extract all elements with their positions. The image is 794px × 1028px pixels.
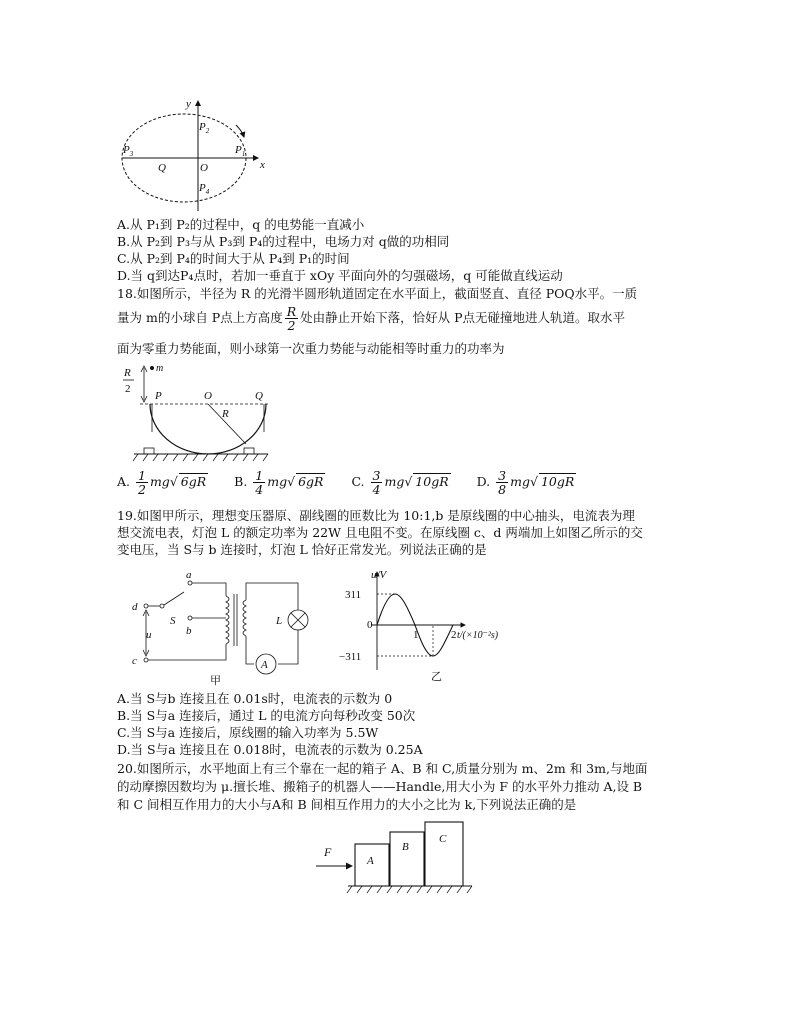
label-y: y [186, 98, 191, 110]
label-ymin: −311 [339, 651, 362, 663]
label-a: a [186, 569, 192, 581]
q18-choice-d: D. $\frac{3}{8}$ mg√ 10gR [476, 468, 575, 497]
label-m: m [156, 363, 164, 374]
q19-option-c: C.当 S与a 连接后，原线圈的输入功率为 5.5W [117, 725, 379, 740]
caption-yi: 乙 [431, 671, 442, 683]
q20-line3: 和 C 间相互作用力的大小与A和 B 间相互作用力的大小之比为 k,下列说法正确的是 [117, 797, 577, 812]
label-t1: 1 [413, 629, 419, 641]
semicircle-track [150, 404, 266, 454]
q18-choice-a: A. $\frac{1}{2}$ mg√ 6gR [117, 468, 207, 497]
fig19b-voltage-graph [337, 566, 507, 686]
q19-line1: 19.如图甲所示，理想变压器原、副线圈的匝数比为 10:1,b 是原线圈的中心抽头，电流表为理 [117, 508, 635, 523]
label-box-b: B [402, 841, 409, 853]
label-ymax: 311 [345, 589, 362, 601]
label-xlabel: t/(×10⁻²s) [457, 630, 499, 641]
label-s: S [170, 615, 176, 627]
label-b: b [186, 625, 192, 637]
label-box-a: A [367, 855, 374, 867]
q17-option-c: C.从 P₂到 P₄的时间大于从 P₄到 P₁的时间 [117, 251, 350, 266]
box-c [425, 822, 463, 886]
q17-option-b: B.从 P₂到 P₃与从 P₃到 P₄的过程中，电场力对 q做的功相同 [117, 234, 450, 249]
fraction-denominator: 2 [287, 318, 296, 333]
label-c: c [132, 655, 137, 667]
q19-option-d: D.当 S与a 连接且在 0.018时，电流表的示数为 0.25A [117, 742, 423, 757]
label-p3: $P_3$ [123, 144, 134, 158]
switch-s [164, 592, 184, 605]
label-l: L [276, 615, 283, 627]
secondary-coil [243, 600, 246, 636]
q18-line2-a: 量为 m的小球自 P点上方高度 [117, 310, 283, 325]
fig18-track-diagram [118, 362, 278, 464]
label-q: Q [158, 162, 166, 174]
fig17-ellipse-diagram [118, 95, 278, 215]
label-p4: $P_4$ [199, 182, 210, 196]
q18-line1: 18.如图所示，半径为 R 的光滑半圆形轨道固定在水平面上，截面竖直、直径 POQ水平。一质 [117, 286, 638, 301]
label-u: u [146, 629, 152, 641]
q18-choices [117, 469, 598, 496]
label-p1: $P_1$ [235, 144, 246, 158]
direction-arrow [236, 125, 244, 137]
label-origin: 0 [367, 619, 373, 631]
q20-line1: 20.如图所示，水平地面上有三个靠在一起的箱子 A、B 和 C,质量分别为 m、2m 和 3m,与地面 [117, 761, 648, 776]
label-f: F [324, 845, 332, 859]
label-r: R [222, 408, 229, 420]
label-box-c: C [439, 833, 447, 845]
label-d: d [132, 601, 138, 613]
label-q: Q [255, 390, 263, 402]
caption-jia: 甲 [210, 675, 221, 686]
q19-line2: 想交流电表，灯泡 L 的额定功率为 22W 且电阻不变。在原线圈 c、d 两端加上如图乙所示的交 [117, 525, 643, 540]
label-o: O [204, 390, 212, 402]
q17-option-d: D.当 q到达P₄点时，若加一垂直于 xOy 平面向外的匀强磁场，q 可能做直线运动 [117, 268, 563, 283]
q19-option-a: A.当 S与b 连接且在 0.01s时，电流表的示数为 0 [117, 691, 393, 706]
fig19a-circuit-diagram [126, 566, 316, 686]
q19-line3: 变电压，当 S与 b 连接时，灯泡 L 恰好正常发光。列说法正确的是 [117, 542, 487, 557]
q18-choice-c: C. $\frac{3}{4}$ mg√ 10gR [351, 468, 449, 497]
label-o: O [200, 162, 208, 174]
fig20-boxes-diagram [312, 818, 502, 900]
fraction-numerator: R [286, 304, 297, 319]
label-ammeter: A [261, 659, 268, 671]
label-t2: 2 [451, 629, 457, 641]
q17-option-a: A.从 P₁到 P₂的过程中，q 的电势能一直减小 [117, 217, 365, 232]
q18-line3: 面为零重力势能面，则小球第一次重力势能与动能相等时重力的功率为 [117, 341, 505, 356]
q20-line2: 的动摩擦因数均为 μ.擅长堆、搬箱子的机器人——Handle,用大小为 F 的水平外力推动 A,设 B [117, 779, 643, 794]
label-r-num: R [124, 367, 131, 379]
q19-option-b: B.当 S与a 连接后，通过 L 的电流方向每秒改变 50次 [117, 708, 416, 723]
q18-choice-b: B. $\frac{1}{4}$ mg√ 6gR [234, 468, 324, 497]
label-r-den: 2 [125, 383, 131, 395]
label-p: P [155, 390, 162, 402]
q18-height-fraction [285, 305, 298, 332]
q18-line2-b: 处由静止开始下落，恰好从 P点无碰撞地进人轨道。取水平 [300, 310, 626, 325]
label-x: x [260, 159, 265, 171]
label-p2: $P_2$ [199, 121, 210, 135]
primary-coil [226, 596, 229, 644]
ball [150, 366, 154, 370]
q18-line2 [117, 305, 625, 332]
label-ylabel: u/V [371, 569, 387, 581]
